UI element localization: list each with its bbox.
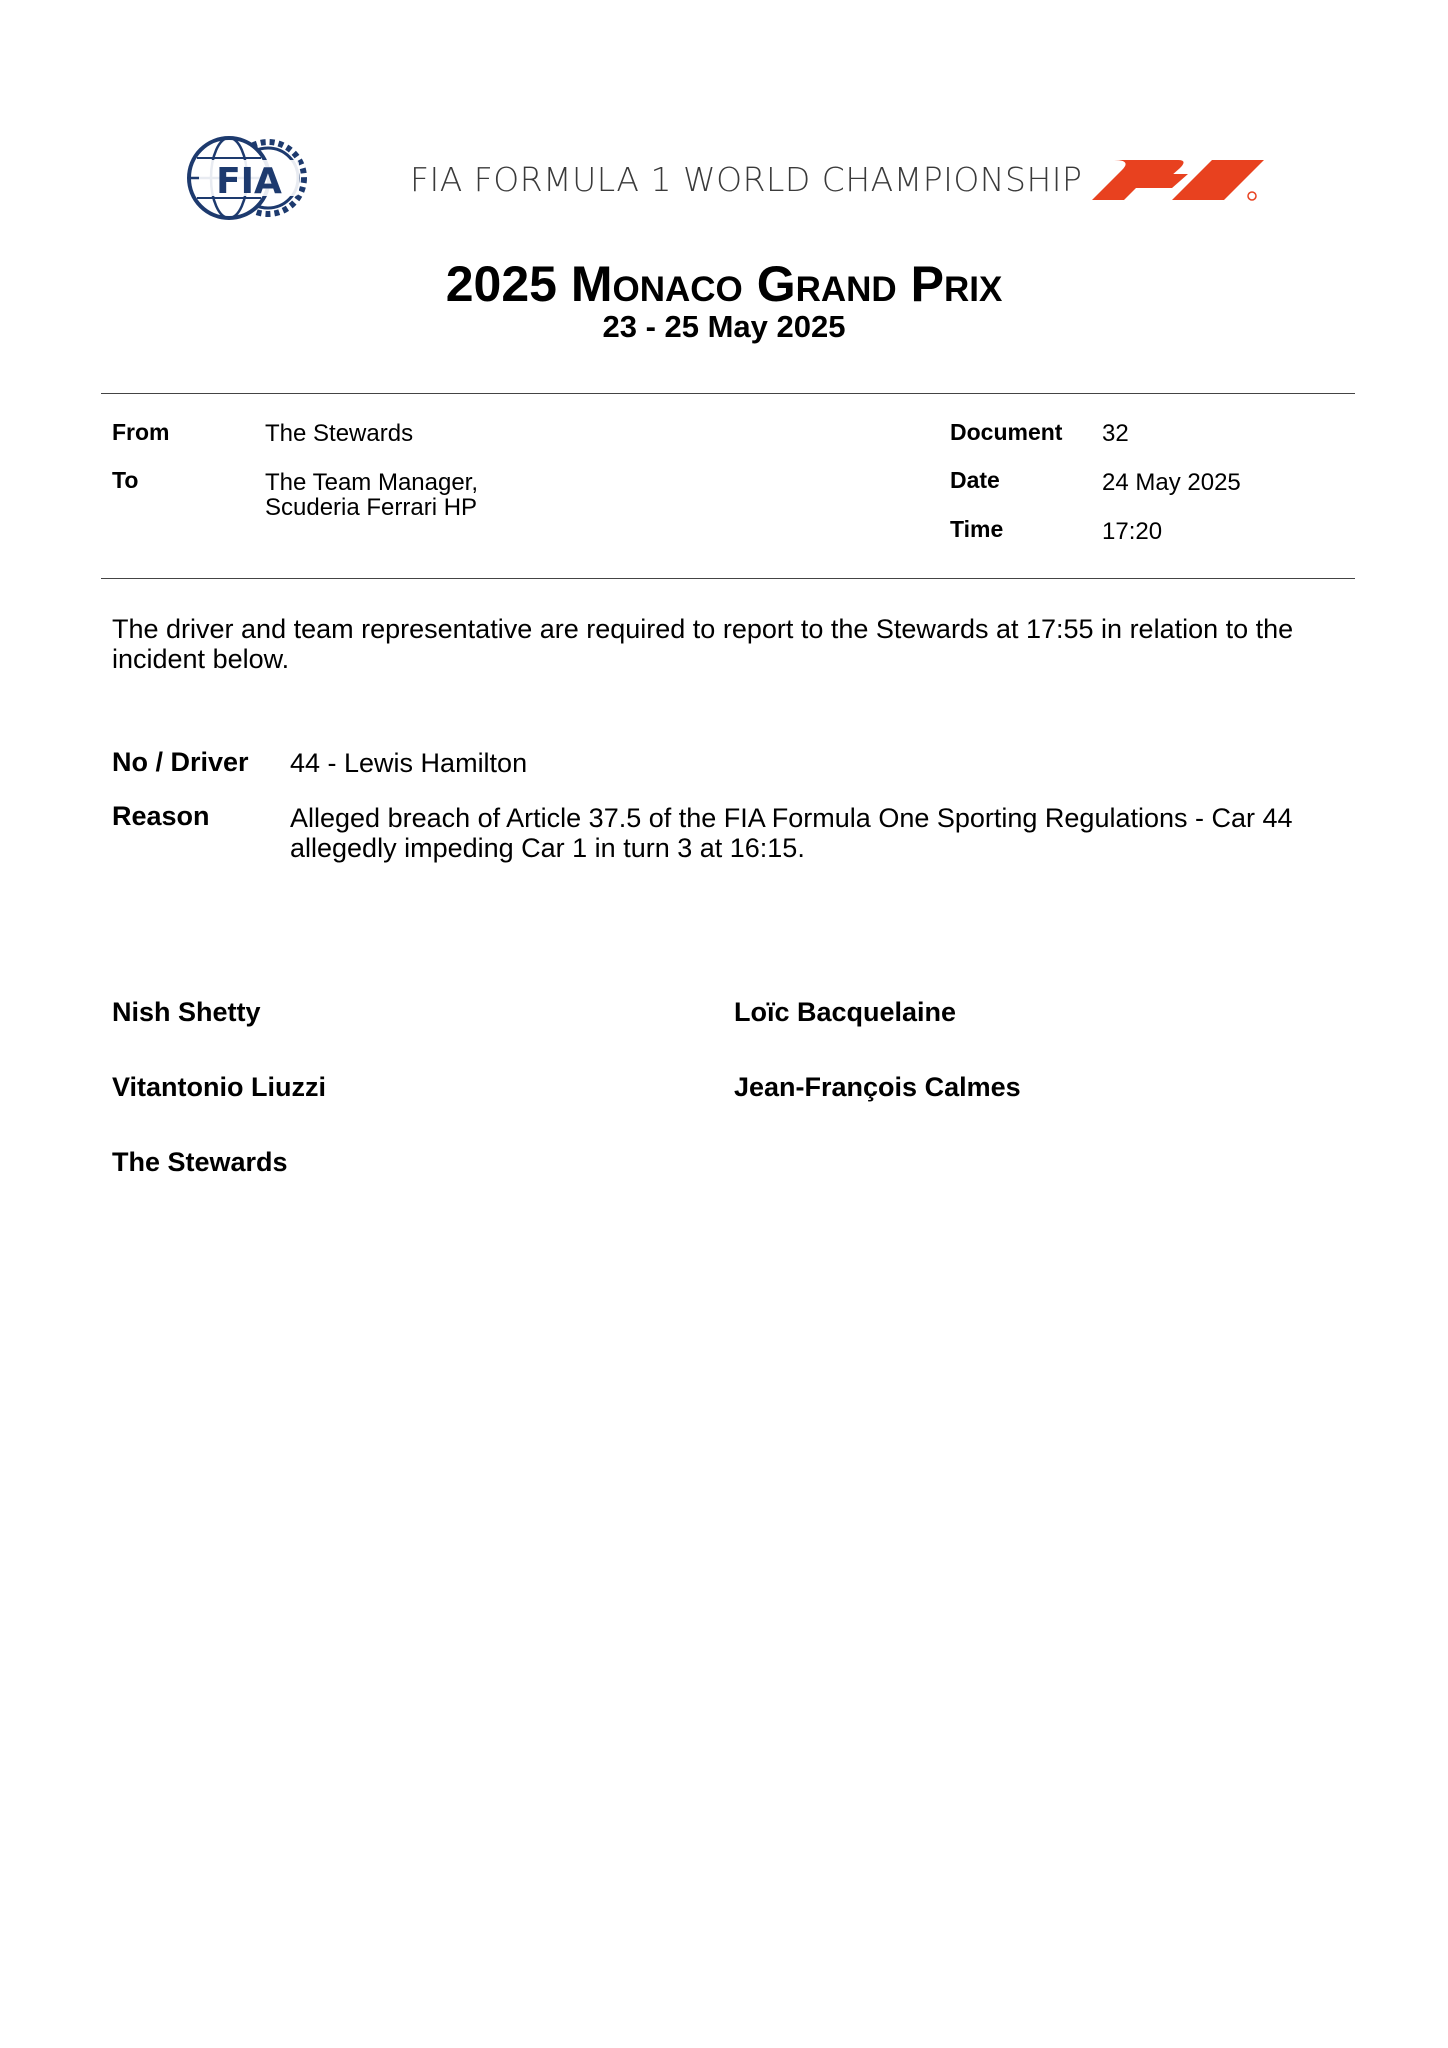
summons-paragraph: The driver and team representative are required to report to the Stewards at 17:55 in relation to the incident below. [112,614,1294,674]
reason-value: Alleged breach of Article 37.5 of the FIA Formula One Sporting Regulations - Car 44 allegedly impeding Car 1 in turn 3 at 16:15. [290,803,1293,863]
event-title-word-prix: Prix [910,256,1003,312]
championship-title: FIA FORMULA 1 WORLD CHAMPIONSHIP [410,160,1083,199]
driver-value: 44 - Lewis Hamilton [290,748,528,778]
event-title [0,254,1448,314]
f1-logo-icon [1092,154,1274,202]
from-label: From [112,419,170,445]
driver-label: No / Driver [112,747,249,777]
steward-name: Jean-François Calmes [734,1072,1021,1102]
document-number: 32 [1102,420,1129,447]
header-divider-top [101,393,1355,394]
date-label: Date [950,467,1000,493]
to-value [265,470,478,520]
stewards-signoff: The Stewards [112,1147,288,1177]
event-title-word-monaco: Monaco [570,256,743,312]
steward-name: Nish Shetty [112,997,261,1027]
to-label: To [112,467,139,493]
event-title-year: 2025 [445,256,557,312]
svg-text:FIA: FIA [216,161,282,202]
steward-name: Vitantonio Liuzzi [112,1072,326,1102]
document-label: Document [950,419,1063,445]
steward-name: Loïc Bacquelaine [734,997,957,1027]
from-value: The Stewards [265,420,414,447]
time-value: 17:20 [1102,518,1163,545]
to-value-line1: The Team Manager, [265,469,479,496]
time-label: Time [950,516,1004,542]
header-divider-bottom [101,578,1355,579]
reason-label: Reason [112,801,210,831]
fia-globe-logo-icon [185,136,311,220]
date-value: 24 May 2025 [1102,469,1241,496]
to-value-line2: Scuderia Ferrari HP [265,494,478,521]
event-dates: 23 - 25 May 2025 [602,309,846,344]
event-title-word-grand: Grand [756,256,897,312]
